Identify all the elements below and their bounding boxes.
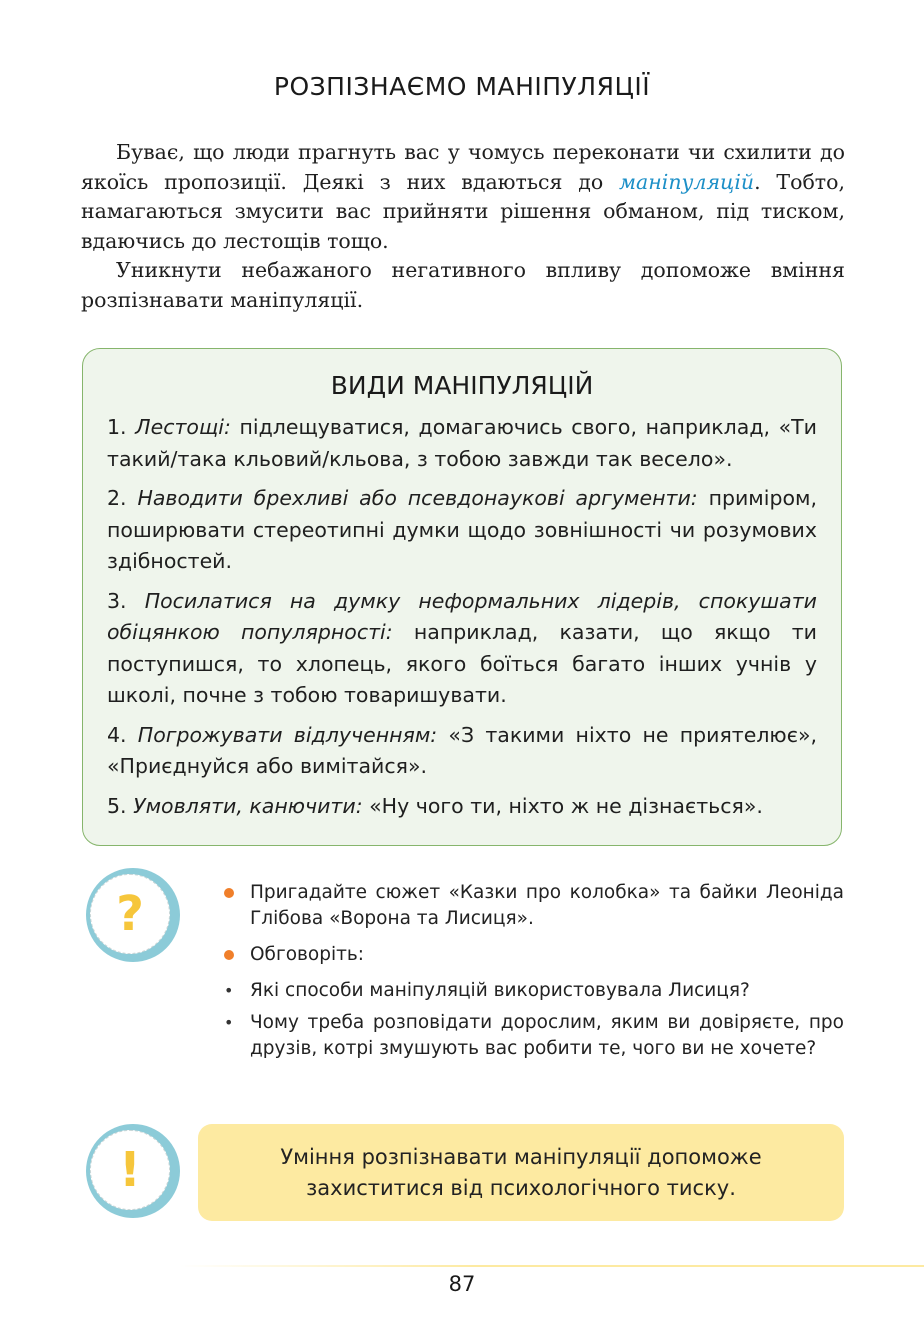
item-text: наприклад, казати, що якщо ти поступишся, то хлопець, якого боїться багато інших учнів у школі, почне з тобою товаришувати. (107, 620, 817, 707)
question-text: Які способи маніпуляцій використовувала Лисиця? (250, 980, 750, 1001)
list-item (224, 942, 844, 968)
types-list-item (107, 791, 817, 823)
bullet-icon: • (224, 1013, 234, 1032)
item-term: Умовляти, канючити: (133, 793, 363, 818)
orange-dot-icon (224, 888, 234, 898)
list-item (224, 880, 844, 932)
types-list-item (107, 412, 817, 475)
types-list-item (107, 720, 817, 783)
discussion-questions (224, 880, 844, 1068)
question-text: Пригадайте сюжет «Казки про колобка» та байки Леоніда Глібова «Ворона та Лисиця». (250, 882, 844, 929)
intro-paragraph-2: Уникнути небажаного негативного впливу допоможе вміння розпізнавати маніпуляції. (81, 258, 845, 312)
item-text: підлещуватися, домагаючись свого, наприклад, «Ти такий/така кльовий/кльова, з тобою завжди так весело». (107, 415, 818, 471)
key-takeaway-note (198, 1124, 844, 1221)
intro-p1-before: Буває, що люди прагнуть вас у чомусь переконати чи схилити до якоїсь пропозиції. Деякі з них вдаються до (81, 140, 845, 194)
item-number: 3. (107, 588, 145, 613)
item-text: «З такими ніхто не приятелює», «Приєднуйся або вимітайся». (107, 722, 817, 778)
item-number: 5. (107, 793, 134, 818)
item-term: Погрожувати відлученням: (137, 722, 438, 747)
page-title: РОЗПІЗНАЄМО МАНІПУЛЯЦІЇ (273, 72, 651, 101)
item-number: 4. (107, 722, 138, 747)
question-badge (86, 868, 180, 962)
footer-divider (180, 1265, 924, 1267)
orange-dot-icon (224, 950, 234, 960)
question-mark-icon: ? (90, 874, 170, 954)
item-number: 1. (107, 415, 136, 439)
exclamation-mark-icon: ! (90, 1130, 170, 1210)
item-term: Наводити брехливі або псевдонаукові аргументи: (137, 486, 698, 510)
types-list-item (107, 586, 817, 712)
item-text: «Ну чого ти, ніхто ж не дізнається». (362, 793, 763, 818)
question-text: Обговоріть: (250, 944, 365, 965)
note-badge (86, 1124, 180, 1218)
types-list-item (107, 483, 817, 578)
item-term: Лестощі: (135, 415, 231, 439)
page-number: 87 (448, 1272, 476, 1296)
item-text: приміром, поширювати стереотипні думки щодо зовнішності чи розумових здібностей. (107, 486, 818, 573)
note-text: Уміння розпізнавати маніпуляції допоможе захиститися від психологічного тиску. (280, 1144, 762, 1200)
intro-p1-after: . Тобто, намагаються змусити вас прийняти рішення обманом, під тиском, вдаючись до лестощів тощо. (81, 169, 845, 253)
intro-paragraph-1 (81, 138, 845, 256)
types-box-title: ВИДИ МАНІПУЛЯЦІЙ (330, 371, 594, 400)
types-list (107, 412, 817, 822)
item-number: 2. (107, 486, 138, 510)
manipulation-term: маніпуляцій (619, 169, 755, 194)
bullet-icon: • (224, 981, 234, 1000)
item-term: Посилатися на думку неформальних лідерів, спокушати обіцянкою популярності: (107, 588, 817, 644)
intro-text (81, 138, 845, 316)
list-item (224, 978, 844, 1004)
manipulation-types-box (82, 348, 842, 846)
question-text: Чому треба розповідати дорослим, яким ви довіряєте, про друзів, котрі змушують вас робити те, чого ви не хочете? (250, 1012, 844, 1059)
list-item (224, 1010, 844, 1062)
